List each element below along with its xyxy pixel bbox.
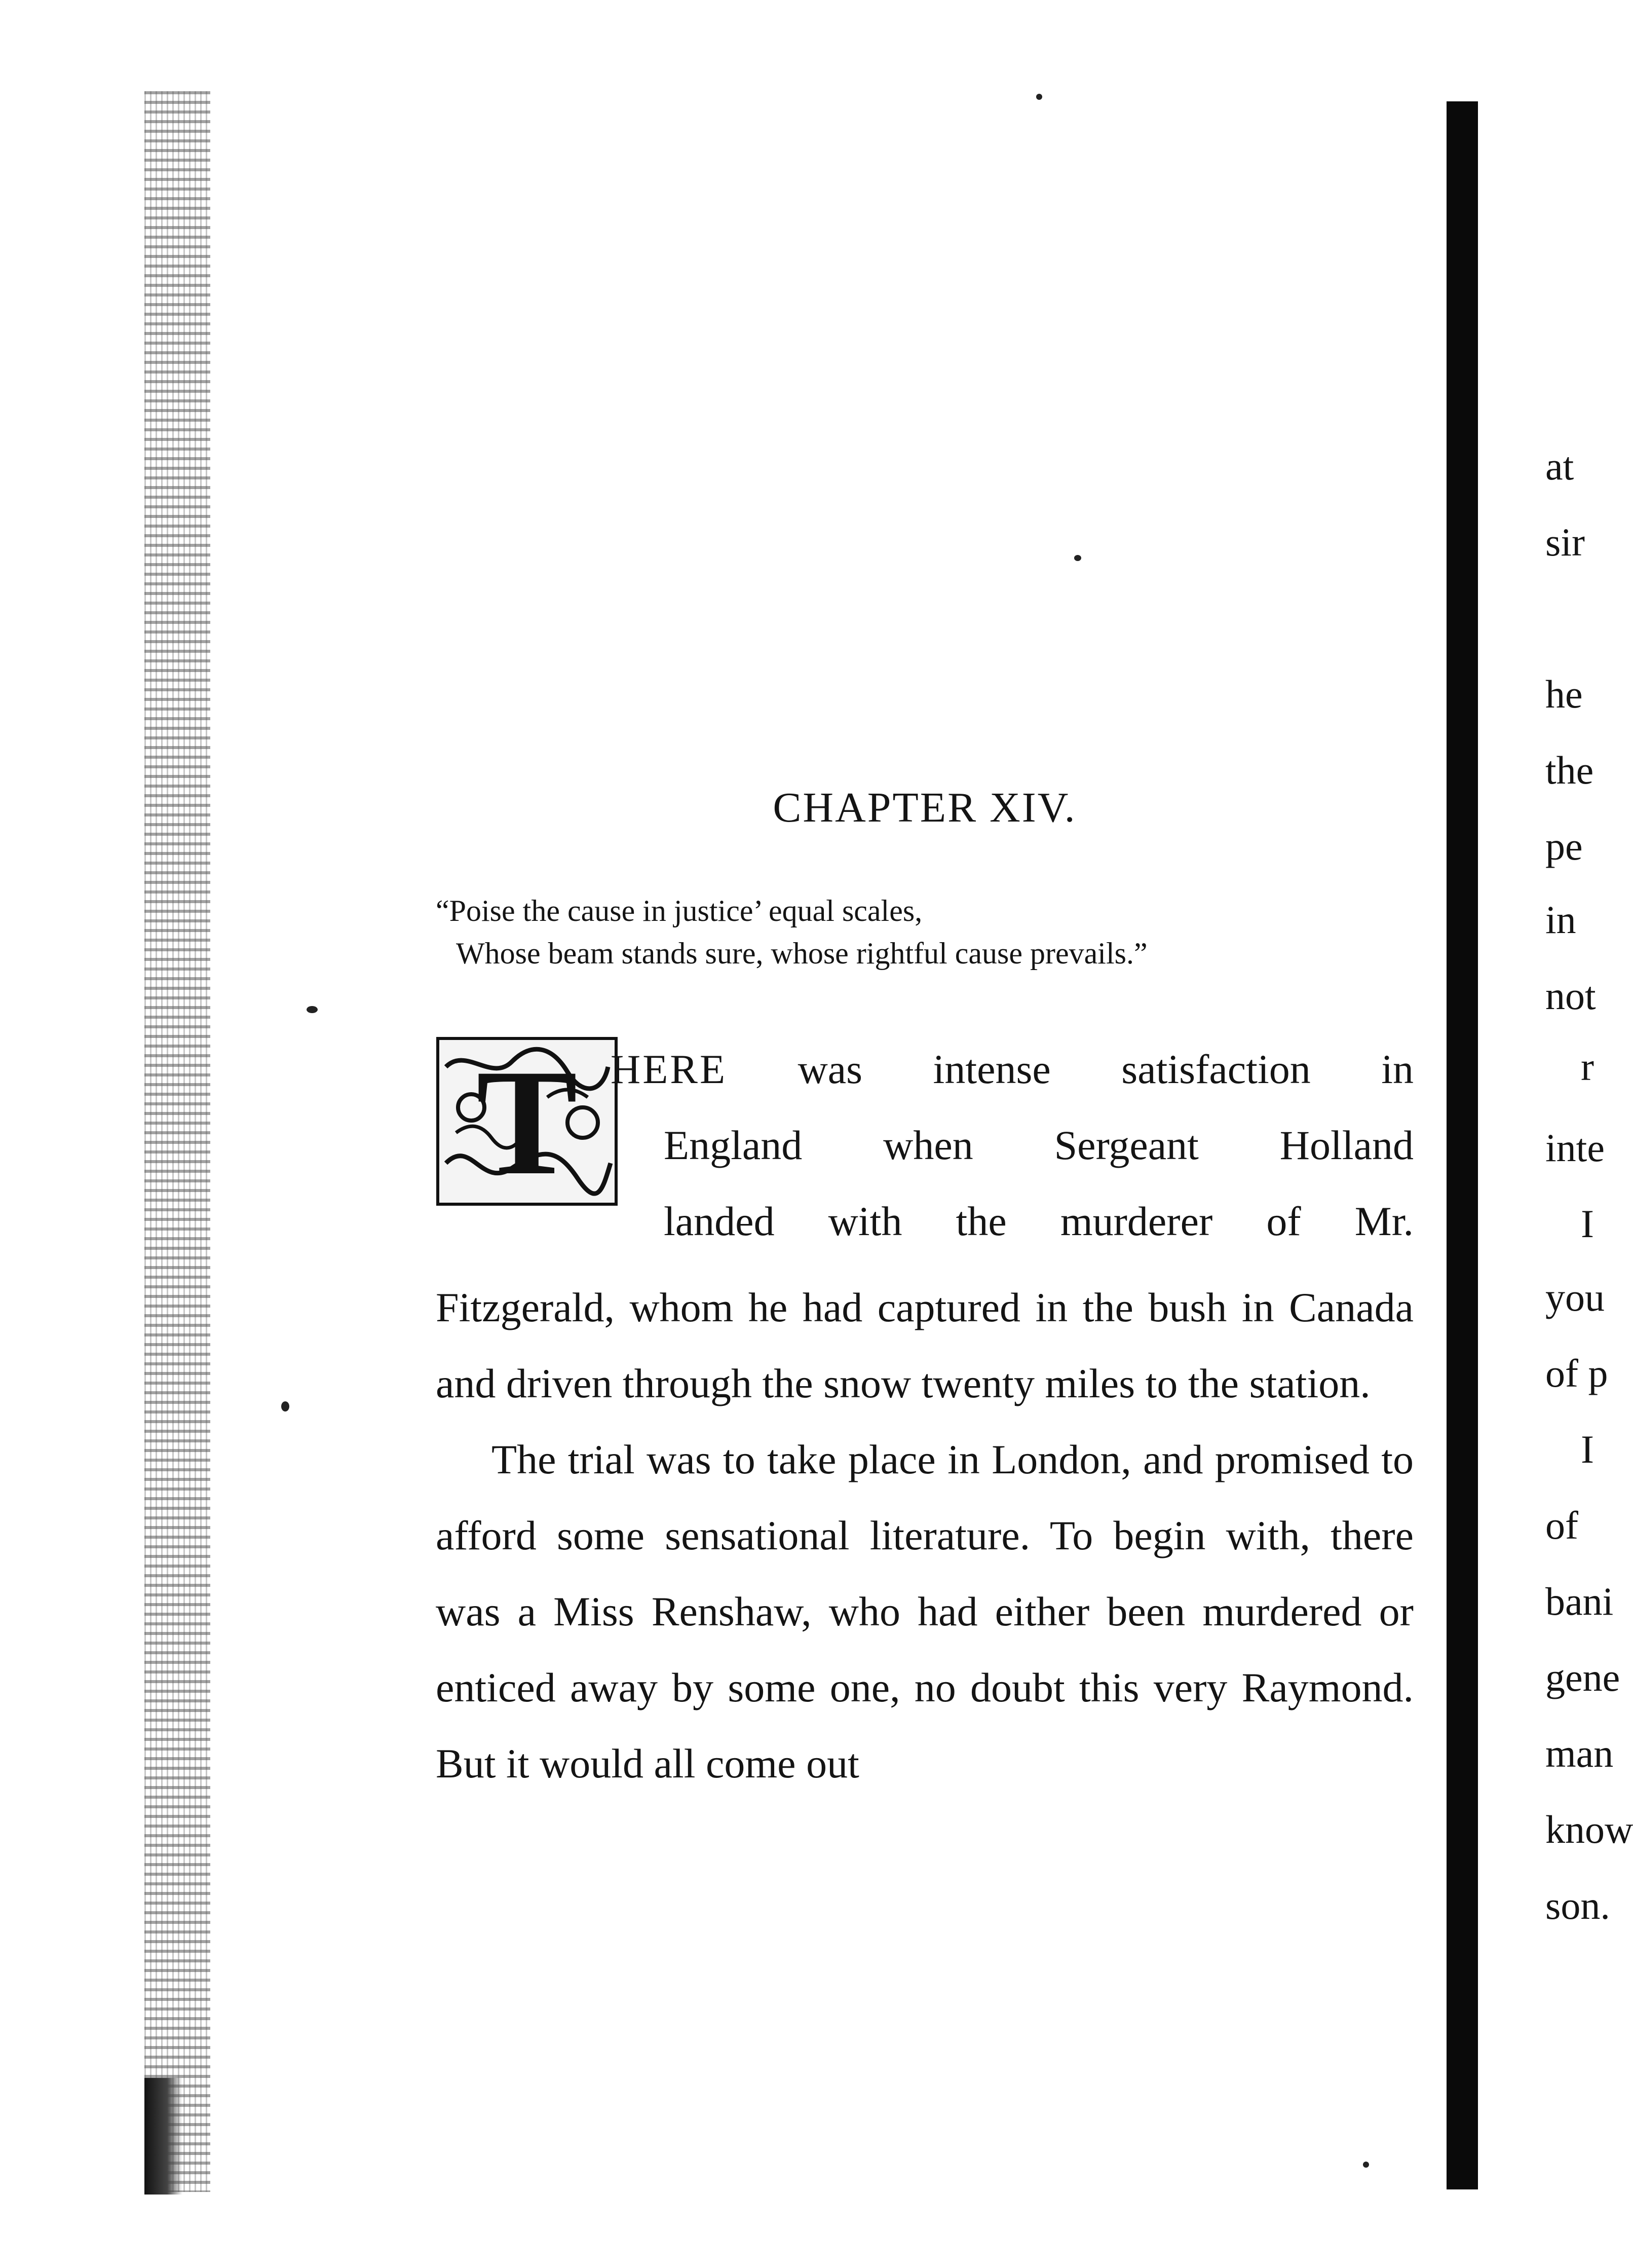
opening-caps: HERE bbox=[611, 1046, 728, 1092]
ornamental-drop-cap bbox=[436, 1036, 618, 1206]
facing-word: I bbox=[1581, 1427, 1594, 1471]
ink-speck bbox=[1363, 2162, 1369, 2168]
epigraph-line-1: “Poise the cause in justice’ equal scales, bbox=[436, 894, 923, 927]
facing-word: in bbox=[1545, 898, 1576, 942]
opening-line-1-rest: was intense satisfaction in bbox=[797, 1046, 1414, 1092]
binding-gutter bbox=[144, 91, 210, 2192]
facing-word: r bbox=[1581, 1045, 1594, 1089]
facing-word: of p bbox=[1545, 1351, 1608, 1395]
facing-word: know bbox=[1545, 1807, 1633, 1851]
facing-word: son. bbox=[1545, 1883, 1610, 1927]
facing-word: gene bbox=[1545, 1655, 1620, 1699]
facing-word: sir bbox=[1545, 520, 1585, 564]
binding-shadow bbox=[144, 2078, 182, 2195]
facing-word: he bbox=[1545, 672, 1583, 716]
facing-word: you bbox=[1545, 1275, 1605, 1319]
facing-word: I bbox=[1581, 1202, 1594, 1246]
body-text bbox=[436, 1270, 1414, 1802]
facing-word: pe bbox=[1545, 824, 1583, 868]
opening-line-3: landed with the murderer of Mr. bbox=[664, 1198, 1414, 1244]
facing-word: bani bbox=[1545, 1579, 1614, 1623]
facing-word: at bbox=[1545, 444, 1574, 488]
ink-speck bbox=[1074, 555, 1081, 561]
facing-page-fragment bbox=[1545, 0, 1633, 2268]
paragraph-2: The trial was to take place in London, and promised to afford some sensational literature. To begin with, there was a Miss Renshaw, who had either been murdered or enticed away by some one, no doubt this very Raymond. But it would all come out bbox=[436, 1436, 1414, 1787]
paragraph-1-continued: Fitzgerald, whom he had captured in the bush in Canada and driven through the snow twenty miles to the station. bbox=[436, 1284, 1414, 1406]
ink-speck bbox=[307, 1006, 318, 1013]
epigraph-line-2: Whose beam stands sure, whose rightful cause prevails.” bbox=[456, 937, 1148, 970]
ink-speck bbox=[1036, 94, 1042, 100]
facing-word: the bbox=[1545, 748, 1594, 792]
facing-word: inte bbox=[1545, 1126, 1605, 1170]
facing-word: man bbox=[1545, 1731, 1614, 1775]
opening-line-1 bbox=[611, 1044, 1414, 1095]
page-edge-rule bbox=[1447, 101, 1478, 2189]
opening-line-2: England when Sergeant Holland bbox=[664, 1122, 1414, 1168]
ink-speck bbox=[281, 1401, 289, 1411]
drop-cap-ornament-icon bbox=[436, 1036, 618, 1206]
facing-word: of bbox=[1545, 1503, 1578, 1547]
book-page bbox=[436, 0, 1414, 2268]
drop-cap-letter: T bbox=[476, 1038, 578, 1206]
epigraph bbox=[436, 889, 1414, 975]
chapter-title: CHAPTER XIV. bbox=[773, 784, 1077, 831]
facing-word: not bbox=[1545, 974, 1596, 1018]
